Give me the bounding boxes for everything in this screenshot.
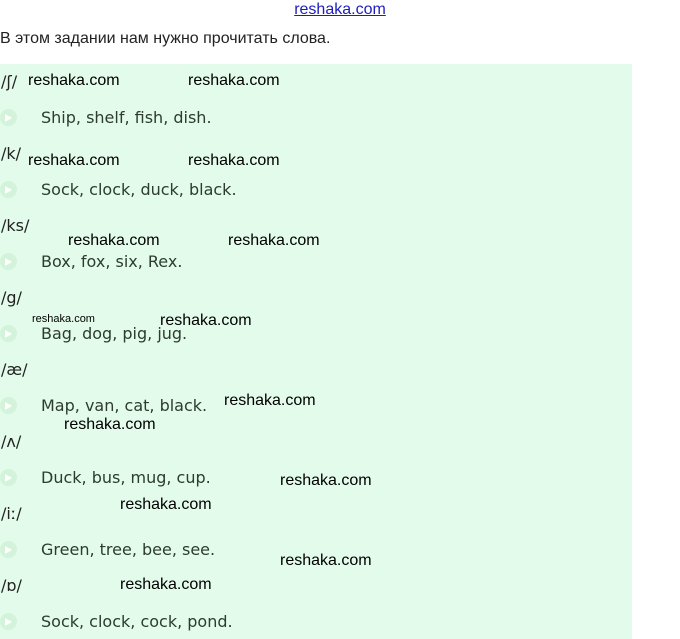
site-header-link[interactable]: reshaka.com [294,1,386,18]
play-button[interactable] [0,613,17,630]
watermark: reshaka.com [64,416,156,433]
watermark: reshaka.com [160,312,252,329]
watermark: reshaka.com [280,472,372,489]
watermark: reshaka.com [228,232,320,249]
watermark: reshaka.com [28,152,120,169]
words-text: Ship, shelf, fish, dish. [41,108,212,127]
play-icon [5,330,12,338]
watermark: reshaka.com [188,72,280,89]
play-icon [5,186,12,194]
words-text: Box, fox, six, Rex. [41,252,183,271]
words-text: Map, van, cat, black. [41,396,208,415]
words-text: Sock, clock, duck, black. [41,180,237,199]
words-text: Sock, clock, cock, pond. [41,612,233,631]
sound-label: /k/ [1,144,22,163]
watermark: reshaka.com [32,313,95,325]
play-button[interactable] [0,181,17,198]
sound-label: /iː/ [1,504,22,523]
play-icon [5,258,12,266]
sound-label: /ʃ/ [1,72,18,91]
play-icon [5,402,12,410]
watermark: reshaka.com [280,552,372,569]
watermark: reshaka.com [188,152,280,169]
play-icon [5,618,12,626]
watermark: reshaka.com [224,392,316,409]
play-button[interactable] [0,253,17,270]
play-button[interactable] [0,325,17,342]
play-button[interactable] [0,469,17,486]
play-button[interactable] [0,397,17,414]
sound-label: /ʌ/ [1,432,22,451]
words-text: Green, tree, bee, see. [41,540,216,559]
words-text: Bag, dog, pig, jug. [41,324,188,343]
watermark: reshaka.com [68,232,160,249]
sound-label: /ks/ [1,216,30,235]
sound-label: /æ/ [1,360,28,379]
sound-label: /ɒ/ [1,576,22,595]
play-button[interactable] [0,109,17,126]
watermark: reshaka.com [28,72,120,89]
play-icon [5,114,12,122]
intro-text: В этом задании нам нужно прочитать слова. [0,30,331,47]
play-button[interactable] [0,541,17,558]
watermark: reshaka.com [120,576,212,593]
watermark: reshaka.com [120,496,212,513]
play-icon [5,474,12,482]
sound-label: /g/ [1,288,22,307]
words-text: Duck, bus, mug, cup. [41,468,211,487]
play-icon [5,546,12,554]
